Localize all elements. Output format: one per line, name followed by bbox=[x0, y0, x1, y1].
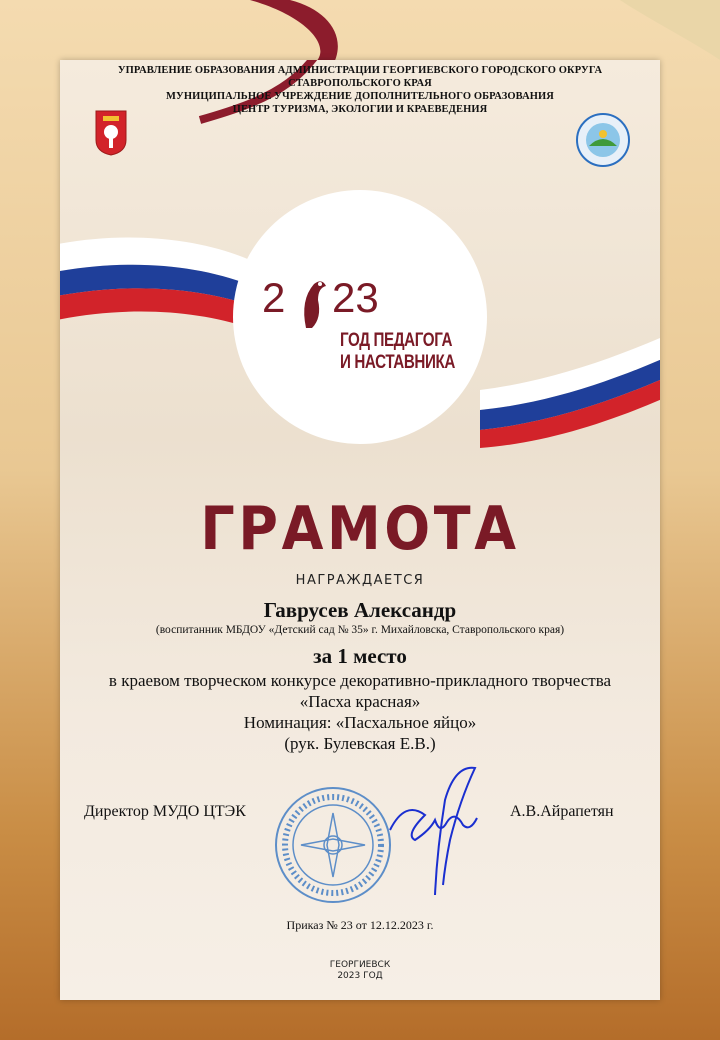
year-emblem-line-2: И НАСТАВНИКА bbox=[340, 352, 455, 373]
pelican-icon bbox=[262, 270, 382, 330]
order-reference: Приказ № 23 от 12.12.2023 г. bbox=[286, 918, 434, 932]
svg-text:23: 23 bbox=[332, 274, 379, 321]
contest-line-2: «Пасха красная» bbox=[299, 692, 421, 711]
svg-text:2: 2 bbox=[262, 274, 286, 321]
recipient-organization: (воспитанник МБДОУ «Детский сад № 35» г. Михайловска, Ставропольского края) bbox=[155, 624, 565, 636]
club-logo-icon bbox=[575, 112, 631, 168]
signatory-name: А.В.Айрапетян bbox=[510, 803, 614, 820]
header-line-4: ЦЕНТР ТУРИЗМА, ЭКОЛОГИИ И КРАЕВЕДЕНИЯ bbox=[232, 104, 488, 115]
contest-supervisor: (рук. Булевская Е.В.) bbox=[284, 734, 436, 753]
header-line-2: СТАВРОПОЛЬСКОГО КРАЯ bbox=[288, 78, 432, 89]
year-emblem-line-1: ГОД ПЕДАГОГА bbox=[340, 330, 453, 351]
footer-city: ГЕОРГИЕВСК bbox=[329, 960, 391, 970]
footer-year: 2023 ГОД bbox=[337, 971, 383, 981]
year-emblem-text bbox=[340, 330, 460, 374]
award-place: за 1 место bbox=[313, 644, 407, 668]
contest-line-1: в краевом творческом конкурсе декоративно-прикладного творчества bbox=[108, 671, 612, 690]
awarded-label: НАГРАЖДАЕТСЯ bbox=[295, 573, 425, 588]
compass-stamp-icon bbox=[268, 785, 398, 905]
contest-description bbox=[0, 670, 720, 754]
signature-icon bbox=[385, 760, 485, 900]
crest-icon bbox=[95, 110, 127, 156]
header-line-1: УПРАВЛЕНИЕ ОБРАЗОВАНИЯ АДМИНИСТРАЦИИ ГЕОРГИЕВСКОГО ГОРОДСКОГО ОКРУГА bbox=[117, 65, 603, 76]
signatory-title: Директор МУДО ЦТЭК bbox=[84, 803, 246, 820]
issuer-header bbox=[60, 64, 660, 116]
contest-nomination: Номинация: «Пасхальное яйцо» bbox=[243, 713, 477, 732]
footer-city-year bbox=[0, 960, 720, 982]
header-line-3: МУНИЦИПАЛЬНОЕ УЧРЕЖДЕНИЕ ДОПОЛНИТЕЛЬНОГО ОБРАЗОВАНИЯ bbox=[166, 91, 554, 102]
recipient-name: Гаврусев Александр bbox=[263, 598, 457, 622]
certificate-title: ГРАМОТА bbox=[200, 494, 520, 564]
